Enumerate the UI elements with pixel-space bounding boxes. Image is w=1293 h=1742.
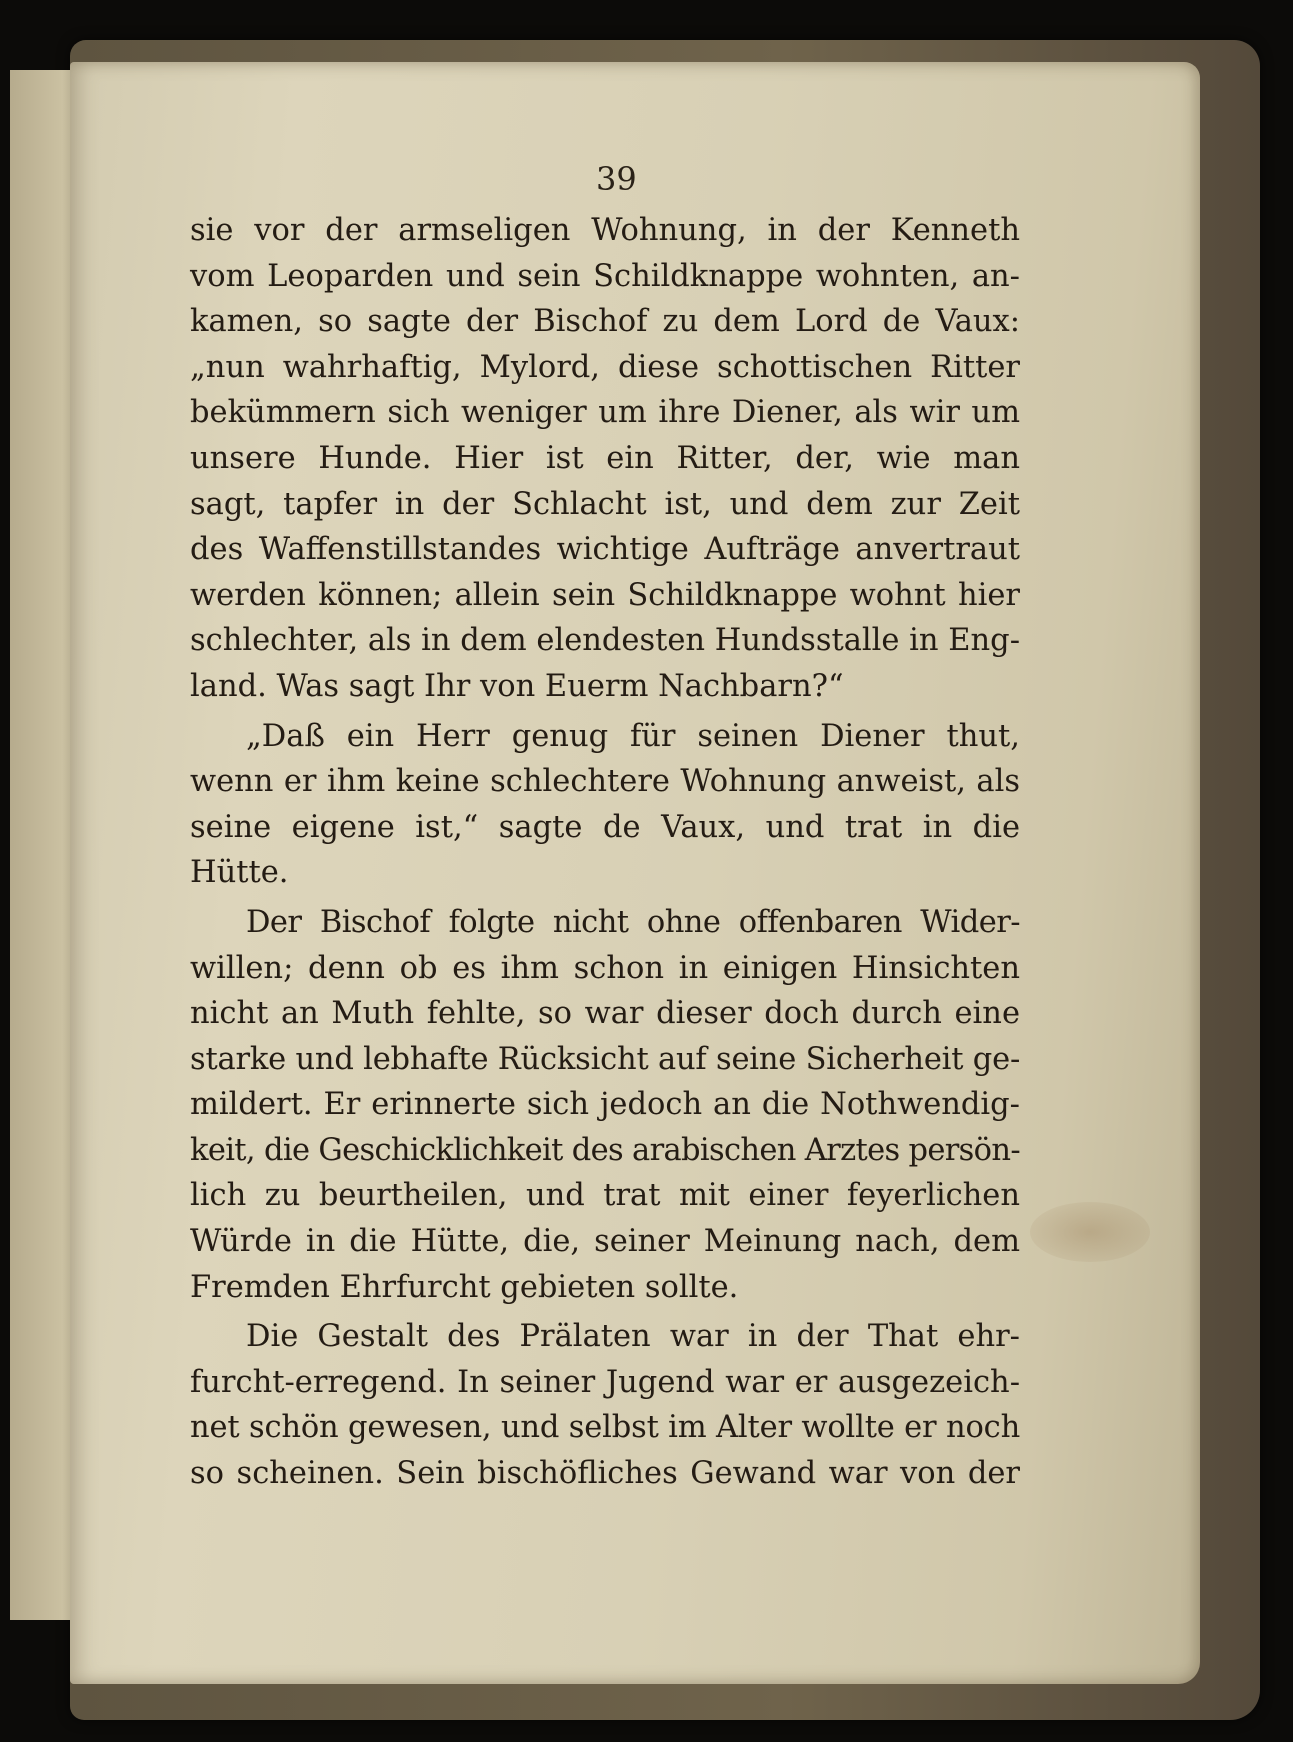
text-line: Die Gestalt des Prälaten war in der That ehr- xyxy=(246,1319,1020,1355)
text-line: schlechter, als in dem elendesten Hundsstalle in Eng- xyxy=(190,623,1021,659)
text-line: vom Leoparden und sein Schildknappe wohnten, an- xyxy=(190,258,1020,294)
text-line: sie vor der armseligen Wohnung, in der Kenneth xyxy=(190,213,1020,248)
paper-stain xyxy=(1030,1202,1150,1262)
text-line: land. Was sagt Ihr von Euerm Nachbarn?“ xyxy=(190,668,844,704)
text-line: sagt, tapfer in der Schlacht ist, und dem zur Zeit xyxy=(190,486,1020,522)
text-line: kamen, so sagte der Bischof zu dem Lord de Vaux: xyxy=(190,304,1020,340)
page-text xyxy=(190,208,1020,1497)
text-line: willen; denn ob es ihm schon in einigen Hinsichten xyxy=(190,950,1020,986)
page-number: 39 xyxy=(596,160,637,198)
text-line: furcht-erregend. In seiner Jugend war er ausgezeich- xyxy=(190,1364,1020,1400)
text-line: „nun wahrhaftig, Mylord, diese schottischen Ritter xyxy=(190,349,1020,385)
text-line: keit, die Geschicklichkeit des arabischen Arztes persön- xyxy=(190,1132,1020,1168)
text-line: net schön gewesen, und selbst im Alter wollte er noch xyxy=(190,1410,1021,1446)
text-line: Fremden Ehrfurcht gebieten sollte. xyxy=(190,1269,739,1305)
text-line: Hütte. xyxy=(190,855,289,891)
text-line: bekümmern sich weniger um ihre Diener, als wir um xyxy=(190,395,1020,431)
text-line: wenn er ihm keine schlechtere Wohnung anweist, als xyxy=(190,764,1020,800)
text-line: „Daß ein Herr genug für seinen Diener thut, xyxy=(246,718,1020,754)
text-line: des Waffenstillstandes wichtige Aufträge anvertraut xyxy=(190,532,1020,568)
text-line: starke und lebhafte Rücksicht auf seine Sicherheit ge- xyxy=(190,1041,1021,1077)
text-line: nicht an Muth fehlte, so war dieser doch durch eine xyxy=(190,996,1020,1032)
text-line: seine eigene ist,“ sagte de Vaux, und trat in die xyxy=(190,809,1020,845)
text-line: so scheinen. Sein bischöfliches Gewand war von der xyxy=(190,1456,1020,1492)
text-line: lich zu beurtheilen, und trat mit einer feyerlichen xyxy=(190,1178,1020,1214)
text-line: Würde in die Hütte, die, seiner Meinung nach, dem xyxy=(190,1224,1020,1260)
text-line: Der Bischof folgte nicht ohne offenbaren Wider- xyxy=(246,904,1020,940)
text-line: werden können; allein sein Schildknappe wohnt hier xyxy=(190,577,1020,613)
text-line: mildert. Er erinnerte sich jedoch an die Nothwendig- xyxy=(190,1087,1020,1123)
text-line: unsere Hunde. Hier ist ein Ritter, der, wie man xyxy=(190,440,1020,476)
